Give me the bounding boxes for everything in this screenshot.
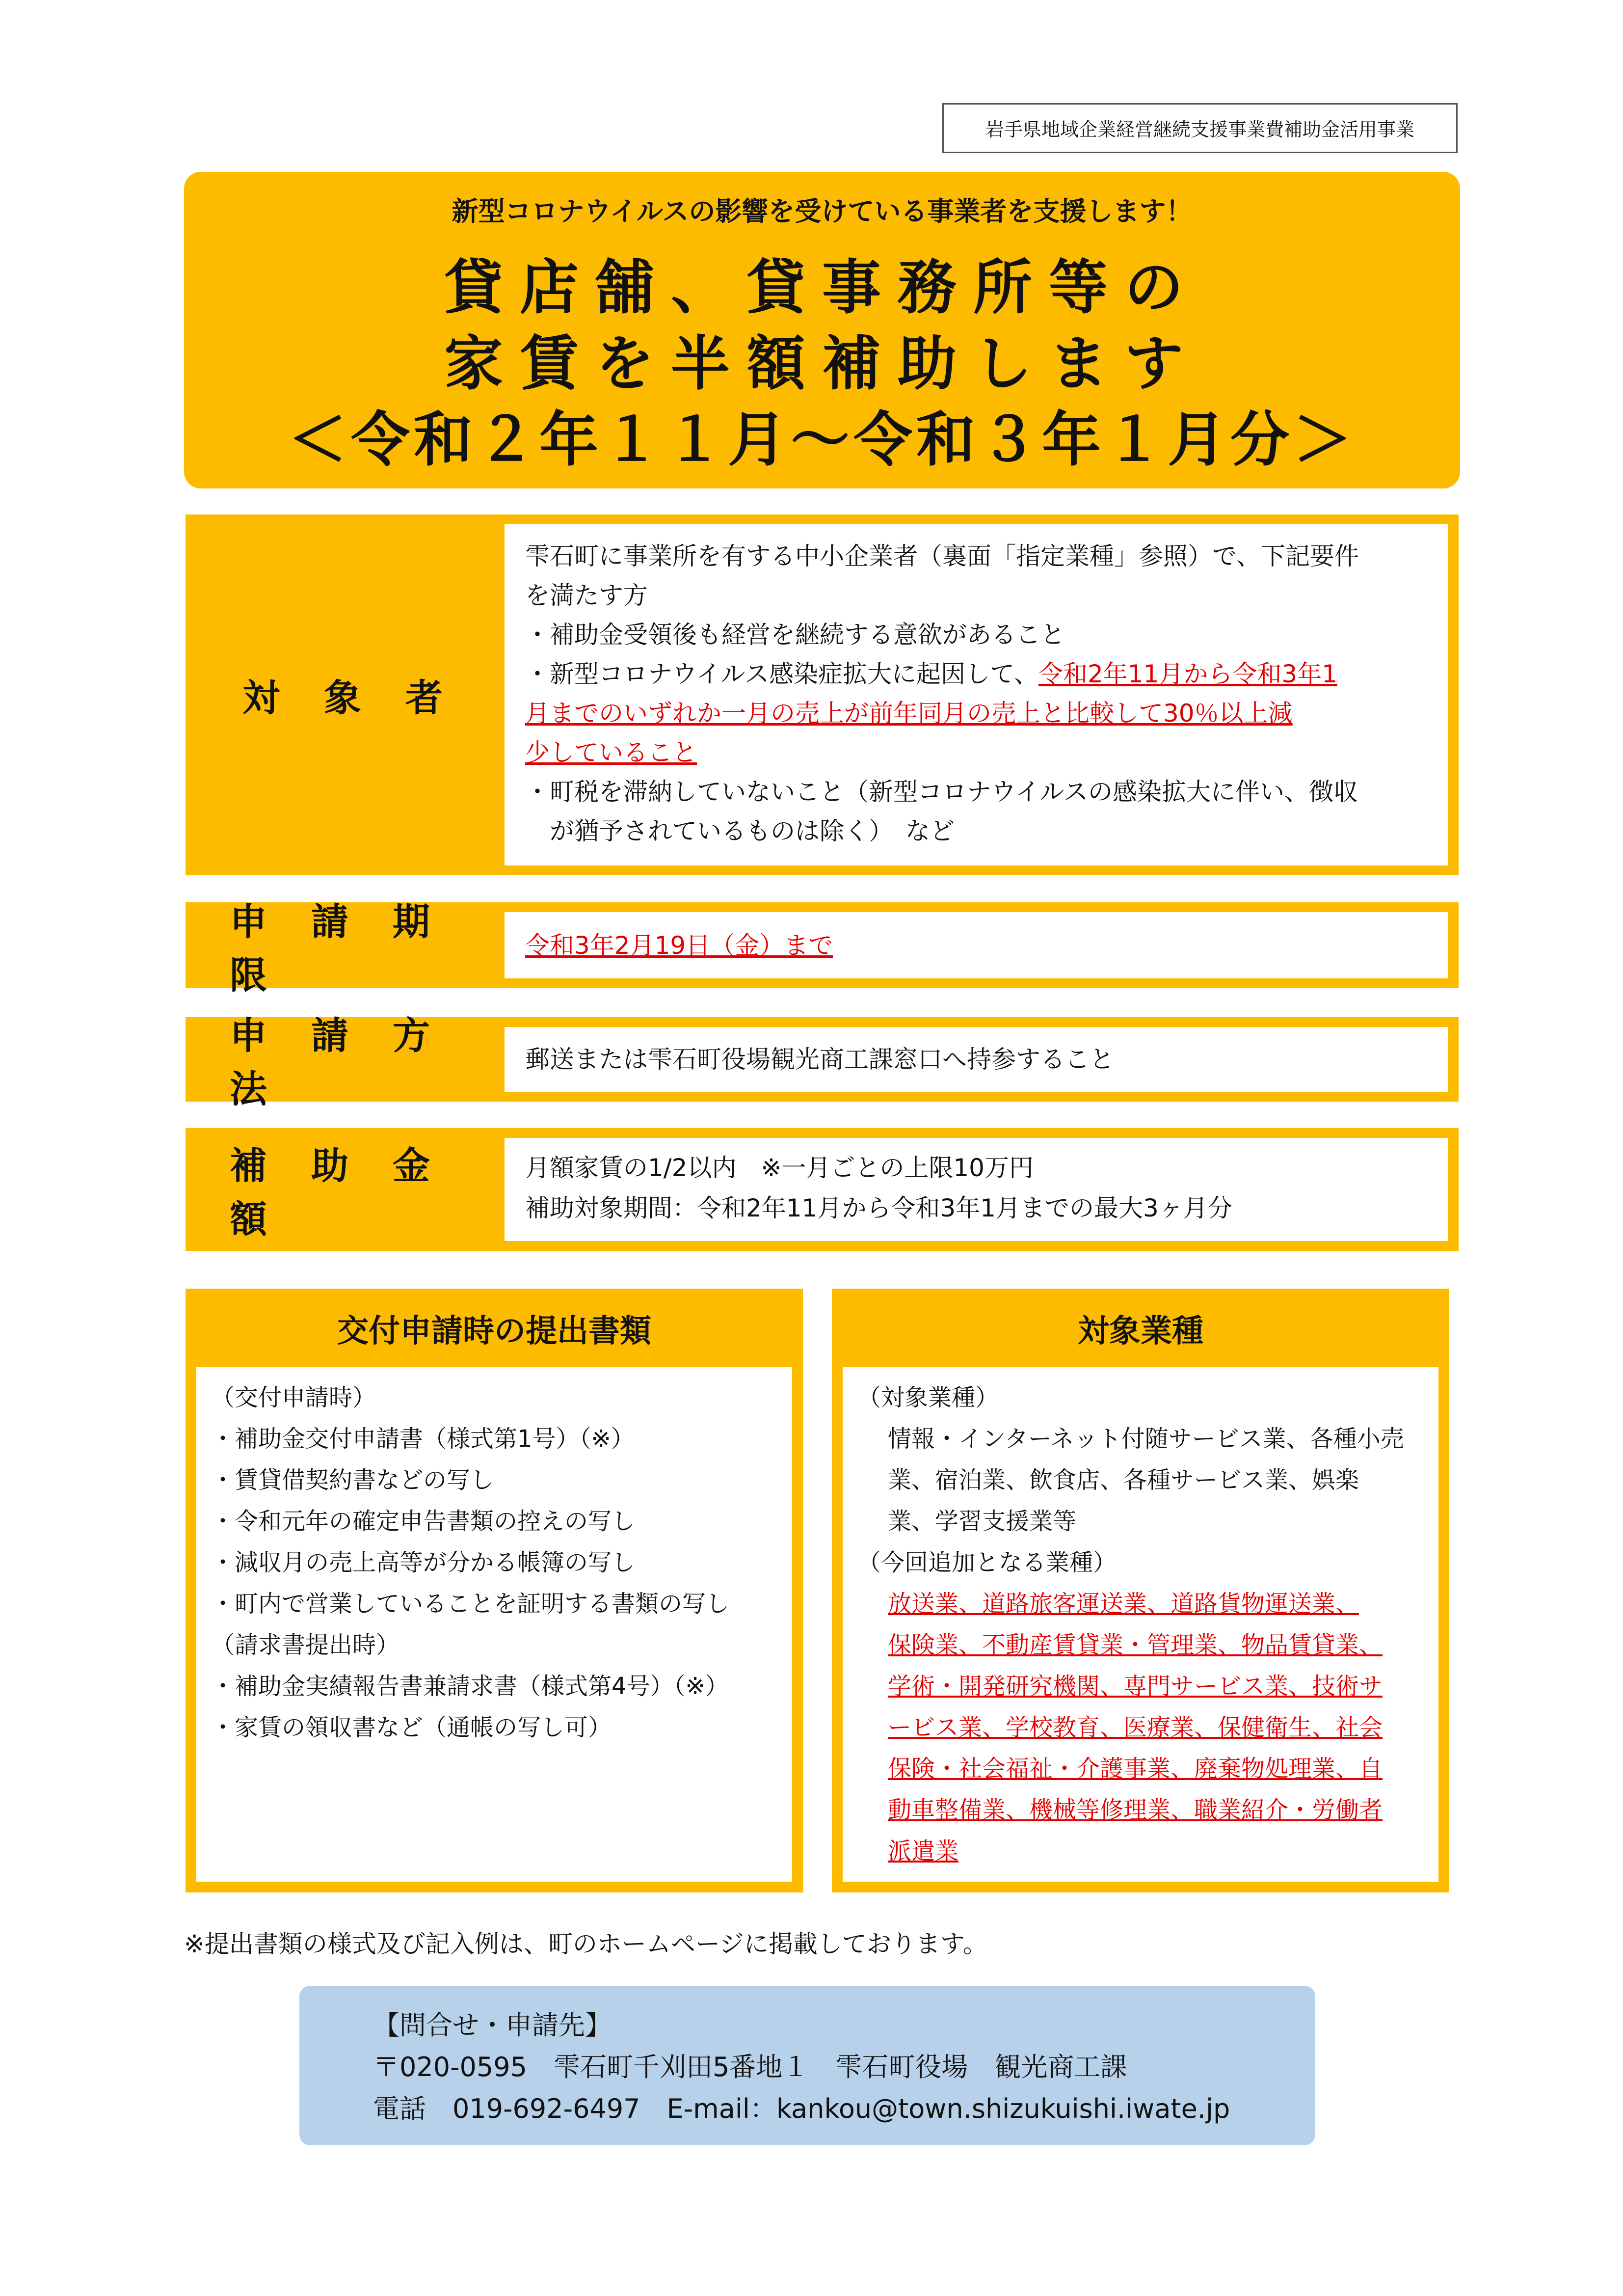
target-content [505, 524, 1448, 865]
documents-heading: 交付申請時の提出書類 [337, 1313, 651, 1350]
amount-section [186, 1128, 1459, 1251]
documents-item: ・町内で営業していることを証明する書類の写し [211, 1590, 730, 1618]
documents-item: ・補助金実績報告書兼請求書（様式第4号）（※） [211, 1673, 729, 1700]
documents-item: ・補助金交付申請書（様式第1号）（※） [211, 1425, 635, 1453]
deadline-content [505, 912, 1448, 978]
industries-base-line: 情報・インターネット付随サービス業、各種小売 [888, 1425, 1404, 1453]
industries-base-line: 業、宿泊業、飲食店、各種サービス業、娯楽 [888, 1466, 1359, 1494]
hero-subtitle: 新型コロナウイルスの影響を受けている事業者を支援します！ [452, 196, 1193, 227]
hero-title-line1: 貸店舗、貸事務所等の [444, 254, 1200, 322]
target-line4 [525, 654, 1427, 694]
documents-item: ・令和元年の確定申告書類の控えの写し [211, 1508, 636, 1535]
deadline-label: 申請期限 [230, 899, 474, 997]
contact-phone-email[interactable]: 電話 019-692-6497 E-mail：kankou@town.shizukuishi.iwate.jp [373, 2093, 1230, 2124]
documents-item: ・賃貸借契約書などの写し [211, 1466, 494, 1494]
target-line2: を満たす方 [525, 581, 648, 610]
industries-heading: 対象業種 [1078, 1313, 1203, 1350]
documents-item: ・減収月の売上高等が分かる帳簿の写し [211, 1549, 636, 1576]
funding-tagline: 岩手県地域企業経営継続支援事業費補助金活用事業 [942, 103, 1458, 153]
industries-added-line: 保険・社会福祉・介護事業、廃棄物処理業、自 [888, 1755, 1383, 1783]
contact-address: 〒020-0595 雫石町千刈田5番地１ 雫石町役場 観光商工課 [373, 2052, 1127, 2082]
hero-title-line2: 家賃を半額補助します [444, 330, 1200, 398]
documents-item: （交付申請時） [211, 1384, 376, 1411]
industries-added-line: 放送業、道路旅客運送業、道路貨物運送業、 [888, 1590, 1359, 1618]
hero-banner [184, 172, 1460, 488]
method-label: 申請方法 [230, 1014, 474, 1111]
documents-list [196, 1367, 792, 1882]
industries-panel [832, 1289, 1449, 1892]
target-line6: 少していること [525, 738, 697, 767]
footnote: ※提出書類の様式及び記入例は、町のホームページに掲載しております。 [184, 1930, 987, 1958]
deadline-value: 令和3年2月19日（金）まで [525, 931, 833, 960]
hero-title-line3: ＜令和２年１１月～令和３年１月分＞ [288, 406, 1356, 474]
amount-line1: 月額家賃の1/2以内 ※一月ごとの上限10万円 [525, 1154, 1034, 1182]
industries-added-line: 派遣業 [888, 1837, 959, 1865]
target-label: 対象者 [242, 676, 487, 720]
contact-heading: 【問合せ・申請先】 [373, 2010, 612, 2041]
target-section [186, 514, 1459, 875]
industries-list [843, 1367, 1438, 1882]
deadline-section [186, 899, 1459, 997]
industries-base-line: 業、学習支援業等 [888, 1508, 1077, 1535]
method-value: 郵送または雫石町役場観光商工課窓口へ持参すること [525, 1045, 1114, 1074]
target-line4-red: 令和2年11月から令和3年1 [1038, 660, 1338, 688]
amount-content [505, 1138, 1448, 1241]
amount-line2: 補助対象期間：令和2年11月から令和3年1月までの最大3ヶ月分 [525, 1194, 1232, 1222]
target-line8: が猶予されているものは除く） など [525, 817, 955, 845]
method-section [186, 1014, 1459, 1111]
industries-added-line: 学術・開発研究機関、専門サービス業、技術サ [888, 1673, 1383, 1700]
target-line7: ・町税を滞納していないこと（新型コロナウイルスの感染拡大に伴い、徴収 [525, 778, 1358, 806]
target-line1: 雫石町に事業所を有する中小企業者（裏面「指定業種」参照）で、下記要件 [525, 542, 1359, 570]
documents-item: ・家賃の領収書など（通帳の写し可） [211, 1714, 612, 1741]
industries-subheading: （対象業種） [857, 1384, 999, 1411]
industries-added-line: 保険業、不動産賃貸業・管理業、物品賃貸業、 [888, 1631, 1383, 1659]
industries-subheading: （今回追加となる業種） [857, 1549, 1117, 1576]
documents-panel [186, 1289, 803, 1892]
target-line3: ・補助金受領後も経営を継続する意欲があること [525, 621, 1065, 649]
contact-box [299, 1986, 1315, 2145]
industries-added-line: ービス業、学校教育、医療業、保健衛生、社会 [888, 1714, 1383, 1741]
amount-label: 補助金額 [230, 1144, 474, 1241]
documents-item: （請求書提出時） [211, 1631, 400, 1659]
target-line4-prefix: ・新型コロナウイルス感染症拡大に起因して、 [525, 660, 1038, 688]
industries-added-line: 動車整備業、機械等修理業、職業紹介・労働者 [888, 1796, 1383, 1824]
method-content [505, 1027, 1448, 1092]
target-line5: 月までのいずれか一月の売上が前年同月の売上と比較して30％以上減 [525, 699, 1293, 728]
